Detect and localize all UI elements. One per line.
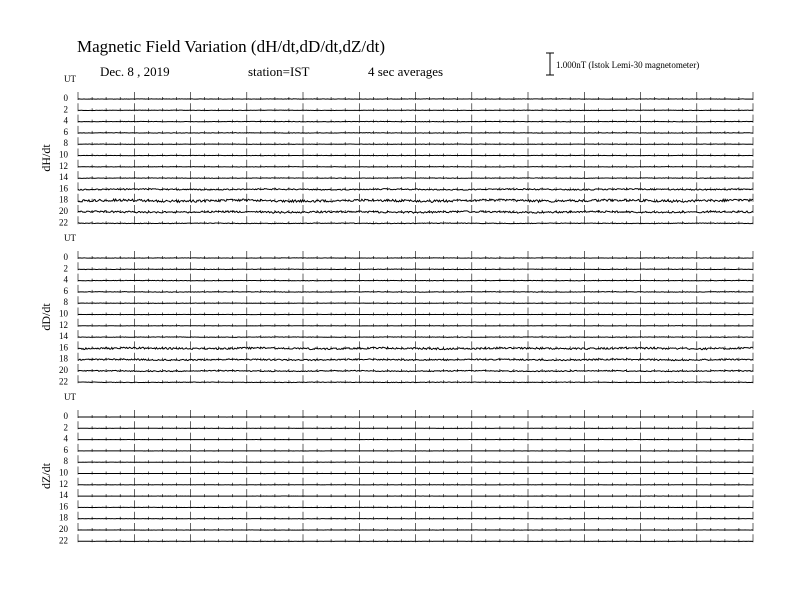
trace-line [78,121,753,122]
trace-line [78,292,753,293]
date-label: Dec. 8 , 2019 [100,64,170,79]
row-label-ut: 12 [59,478,68,489]
trace-line [78,382,753,383]
ut-axis-label: UT [64,233,76,243]
row-label-ut: 16 [59,501,68,512]
row-label-ut: 2 [63,104,68,115]
ut-axis-label: UT [64,392,76,402]
row-label-ut: 14 [59,331,68,342]
panel-dH-dt [39,74,753,227]
trace-line [78,178,753,179]
row-label-ut: 20 [59,365,68,375]
row-label-ut: 18 [59,512,68,523]
row-label-ut: 6 [63,444,68,455]
trace-line [78,223,753,224]
ut-axis-label: UT [64,74,76,84]
row-label-ut: 4 [63,274,68,285]
row-label-ut: 14 [59,172,68,183]
row-label-ut: 22 [59,217,68,228]
scale-bar-label: 1.000nT (Istok Lemi-30 magnetometer) [556,60,700,70]
row-label-ut: 10 [59,149,68,160]
row-label-ut: 6 [63,285,68,296]
trace-line [78,280,753,281]
panel-dD-dt [39,233,753,386]
panel-ylabel: dD/dt [39,303,53,331]
row-label-ut: 20 [59,524,68,534]
row-label-ut: 10 [59,467,68,478]
row-label-ut: 18 [59,194,68,205]
panel-ylabel: dZ/dt [39,463,53,489]
row-label-ut: 22 [59,535,68,546]
row-label-ut: 0 [63,252,68,262]
row-label-ut: 12 [59,160,68,171]
row-label-ut: 8 [63,297,68,308]
row-label-ut: 18 [59,353,68,364]
scale-bar [546,53,554,75]
row-label-ut: 4 [63,433,68,444]
panel-ylabel: dH/dt [39,144,53,172]
row-label-ut: 16 [59,342,68,353]
row-label-ut: 0 [63,93,68,103]
row-label-ut: 0 [63,411,68,421]
chart-title: Magnetic Field Variation (dH/dt,dD/dt,dZ/dt) [77,37,386,56]
row-label-ut: 14 [59,490,68,501]
trace-line [78,133,753,134]
row-label-ut: 4 [63,115,68,126]
row-label-ut: 22 [59,376,68,387]
row-label-ut: 6 [63,126,68,137]
row-label-ut: 20 [59,206,68,216]
averaging-label: 4 sec averages [368,64,444,79]
station-label: station=IST [248,64,310,79]
row-label-ut: 16 [59,183,68,194]
row-label-ut: 10 [59,308,68,319]
row-label-ut: 8 [63,456,68,467]
row-label-ut: 2 [63,263,68,274]
row-label-ut: 2 [63,422,68,433]
trace-line [78,269,753,270]
row-label-ut: 8 [63,138,68,149]
row-label-ut: 12 [59,319,68,330]
panel-dZ-dt [39,392,753,545]
trace-line [78,337,753,338]
